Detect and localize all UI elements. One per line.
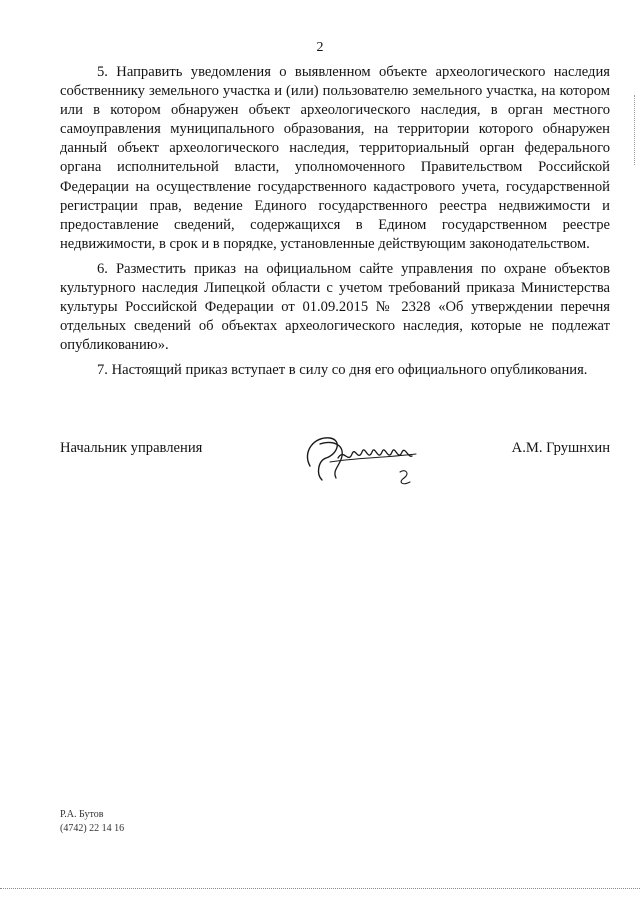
document-body <box>60 63 610 387</box>
executor-phone: (4742) 22 14 16 <box>60 823 125 834</box>
paragraph-7: 7. Настоящий приказ вступает в силу со дня его официального опубликования. <box>97 362 588 379</box>
page-number: 2 <box>316 40 324 55</box>
bottom-divider <box>0 888 640 889</box>
executor-name: Р.А. Бутов <box>60 809 104 820</box>
executor-info <box>60 808 124 836</box>
signature-block <box>60 428 610 498</box>
scan-margin-mark <box>633 95 635 165</box>
paragraph-6: 6. Разместить приказ на официальном сайте управления по охране объектов культурного наследия Липецкой области с учетом требований приказа Министерства культуры Российской Федерации от 01.09.2015 № 2328 «Об утверждении перечня отдельных сведений об объектах археологического наследия, которые не подлежат опубликованию». <box>60 260 610 354</box>
handwritten-signature <box>292 422 432 492</box>
paragraph-5: 5. Направить уведомления о выявленном объекте археологического наследия собственнику земельного участка и (или) пользователю земельного участка, на котором или в котором обнаружен объект археологического наследия, в орган местного самоуправления муниципального образования, на территории которого обнаружен данный объект археологического наследия, территориальный орган федерального органа исполнительной власти, уполномоченного Правительством Российской Федерации на осуществление государственного кадастрового учета, государственной регистрации прав, ведение Единого государственного реестра недвижимости и предоставление сведений, содержащихся в Едином государственном реестре недвижимости, в срок и в порядке, установленные действующим законодательством. <box>60 64 610 252</box>
signatory-name: А.М. Грушнхин <box>511 440 610 456</box>
signatory-position: Начальник управления <box>60 440 203 456</box>
